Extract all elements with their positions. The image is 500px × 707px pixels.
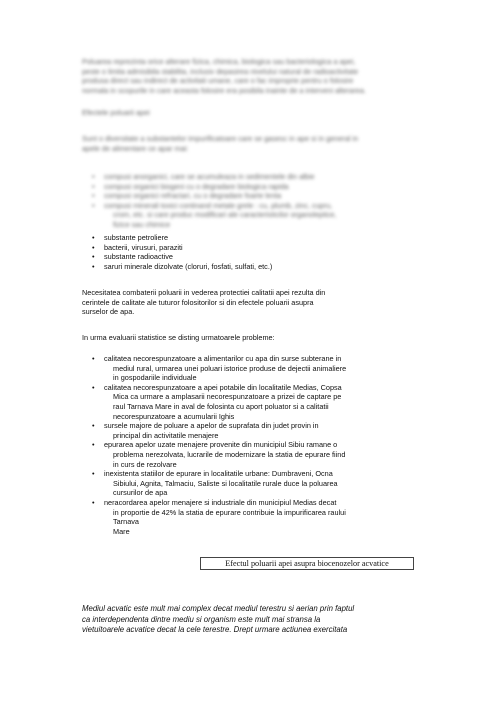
- list-item: • saruri minerale dizolvate (cloruri, fosfati, sulfati, etc.): [92, 262, 422, 272]
- problems-list: [92, 354, 422, 536]
- blurred-paragraph-1: [82, 57, 422, 95]
- text-line: produsa direct sau indirect de activitati umane, care o fac improprie pentru o folosire: [82, 76, 354, 86]
- caption-text: Efectul poluarii apei asupra biocenozelor acvatice: [225, 559, 389, 568]
- text-line: Poluarea reprezinta orice alterare fizica, chimica, biologica sau bacteriologica a apei,: [82, 57, 356, 66]
- list-item: • substante radioactive: [92, 252, 422, 262]
- blurred-paragraph-2: [82, 134, 422, 153]
- figure-caption: [200, 557, 414, 570]
- list-item: • compusi anorganici, care se acumuleaza in sedimentele din albie: [92, 172, 422, 182]
- list-item: • calitatea necorespunzatoare a alimentarilor cu apa din surse subterane in mediul rural, urmarea unei poluari istorice produse de dejectii animaliere in gospodariile individuale: [92, 354, 422, 383]
- text-line: Mediul acvatic este mult mai complex decat mediul terestru si aerian prin faptul: [82, 604, 355, 613]
- list-item: • compusi minerali toxici continand metale grele : cu, plumb, zinc, cupru, crom, etc. si care produc modificari ale caracteristicilor organoleptice, fizice sau chimice: [92, 201, 422, 230]
- list-item: • sursele majore de poluare a apelor de suprafata din judet provin in principal din activitatile menajere: [92, 421, 422, 440]
- substances-list: [92, 233, 422, 271]
- blurred-bullet-list: [92, 172, 422, 230]
- list-item: • calitatea necorespunzatoare a apei potabile din localitatile Medias, Copsa Mica ca urmare a amplasarii necorespunzatoare a prizei de captare pe raul Tarnava Mare in aval de folosinta cu aport poluator si a calitatii necorespunzatoare a acumularii Ighis: [92, 383, 422, 421]
- text-line: Sunt o diversitate a substantelor impurificatoare care se gasesc in ape si in general in: [82, 134, 359, 143]
- list-item: • compusi organici refractari, cu o degradare foarte lenta: [92, 191, 422, 201]
- list-item: • neracordarea apelor menajere si industriale din municipiul Medias decat in proportie de 42% la statia de epurare contribuie la impurificarea raului Tarnava Mare: [92, 498, 422, 536]
- text-line: ca interdependenta dintre mediu si organism este mult mai stransa la: [82, 614, 321, 624]
- text-line: vietuitoarele acvatice decat la cele terestre. Drept urmare actiunea exercitata: [82, 625, 348, 635]
- list-item: • bacterii, virusuri, paraziti: [92, 243, 422, 253]
- list-item: • inexistenta statiilor de epurare in localitatile urbane: Dumbraveni, Ocna Sibiului, Agnita, Talmaciu, Saliste si localitatile rurale duce la poluarea cursurilor de apa: [92, 469, 422, 498]
- paragraph-evaluare: In urma evaluarii statistice se disting urmatoarele probleme:: [82, 333, 275, 342]
- text-line: surselor de apa.: [82, 307, 135, 317]
- list-item: • compusi organici biogeni cu o degradare biologica rapida: [92, 182, 422, 192]
- text-line: apele de alimentare ce apar mai:: [82, 143, 189, 153]
- list-item: • epurarea apelor uzate menajere provenite din municipiul Sibiu ramane o problema nerezolvata, lucrarile de modernizare la statia de epurare fiind in curs de rezolvare: [92, 440, 422, 469]
- text-line: cerintele de calitate ale tuturor folositorilor si din efectele poluarii asupra: [82, 297, 314, 307]
- text-line: Necesitatea combaterii poluarii in vederea protectiei calitatii apei rezulta din: [82, 288, 326, 297]
- text-line: peste o limita admisibila stabilita, inclusiv depasirea nivelului natural de radioactivitate: [82, 66, 359, 76]
- list-item: • substante petroliere: [92, 233, 422, 243]
- blurred-heading: Efectele poluarii apei: [82, 108, 150, 117]
- paragraph-mediul-acvatic: [82, 604, 422, 636]
- paragraph-necesitatea: [82, 288, 422, 317]
- text-line: normala in scopurile in care aceasta folosire era posibila inainte de a interveni alterarea.: [82, 85, 366, 95]
